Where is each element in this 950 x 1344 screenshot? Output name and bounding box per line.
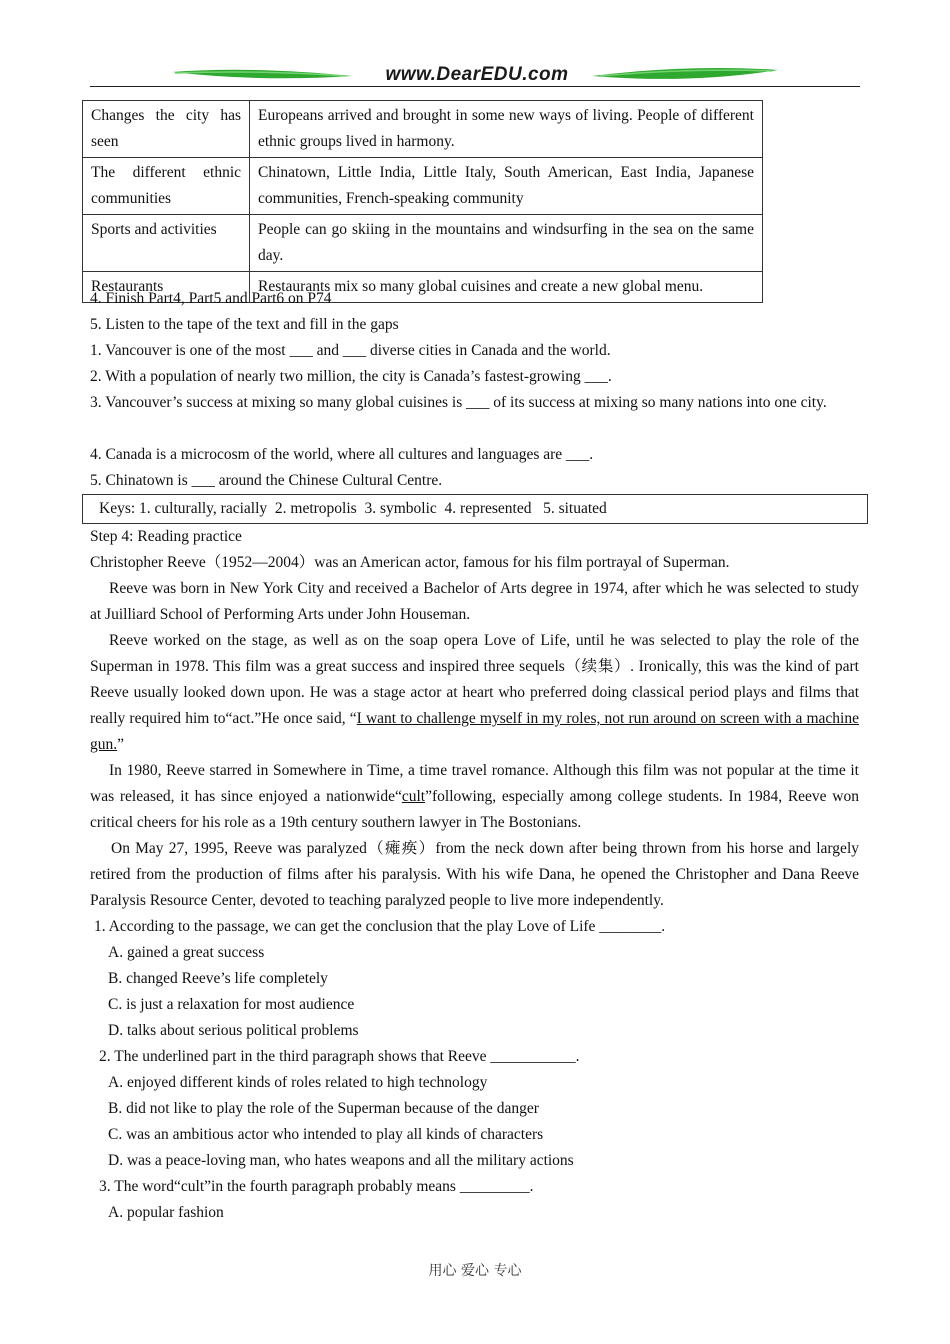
paragraph-text: ” (117, 736, 125, 753)
table-row (83, 215, 763, 272)
table-cell-desc: People can go skiing in the mountains and windsurfing in the sea on the same day. (250, 215, 763, 272)
answer-keys-box: Keys: 1. culturally, racially 2. metropolis 3. symbolic 4. represented 5. situated (82, 494, 868, 524)
task-line: 5. Listen to the tape of the text and fill in the gaps (90, 316, 399, 333)
gap-sentence: 4. Canada is a microcosm of the world, where all cultures and languages are ___. (90, 446, 594, 463)
answer-option: D. talks about serious political problems (108, 1022, 359, 1039)
answer-option: B. changed Reeve’s life completely (108, 970, 328, 987)
gap-sentence: 3. Vancouver’s success at mixing so many global cuisines is ___ of its success at mixing so many nations into one city. (90, 394, 827, 411)
gap-sentence: 5. Chinatown is ___ around the Chinese Cultural Centre. (90, 472, 443, 489)
table-cell-desc: Europeans arrived and brought in some new ways of living. People of different ethnic groups lived in harmony. (250, 101, 763, 158)
underlined-word: cult (401, 788, 426, 805)
table-cell-desc: Chinatown, Little India, Little Italy, South American, East India, Japanese communities, French-speaking community (250, 158, 763, 215)
section-heading: Step 4: Reading practice (90, 528, 242, 545)
answer-option: B. did not like to play the role of the Superman because of the danger (108, 1100, 539, 1117)
passage-paragraph: On May 27, 1995, Reeve was paralyzed（瘫痪）from the neck down after being thrown from his horse and largely retired from the production of films after his paralysis. With his wife Dana, he opened the Christopher and Dana Reeve Paralysis Resource Center, devoted to teaching paralyzed people to live more independently. (90, 840, 859, 909)
answer-option: A. gained a great success (108, 944, 265, 961)
question: 1. According to the passage, we can get the conclusion that the play Love of Life ________. (94, 918, 666, 935)
passage-paragraph (90, 758, 859, 836)
task-line: 4. Finish Part4, Part5 and Part6 on P74 (90, 290, 332, 307)
page-footer: 用心 爱心 专心 (428, 1263, 522, 1279)
answer-option: A. enjoyed different kinds of roles related to high technology (108, 1074, 488, 1091)
answer-option: C. is just a relaxation for most audience (108, 996, 355, 1013)
question: 2. The underlined part in the third paragraph shows that Reeve ___________. (99, 1048, 580, 1065)
answer-option: C. was an ambitious actor who intended to play all kinds of characters (108, 1126, 544, 1143)
summary-table (82, 100, 763, 303)
passage-intro: Christopher Reeve（1952—2004）was an American actor, famous for his film portrayal of Superman. (90, 554, 730, 571)
passage-paragraph (90, 628, 859, 758)
table-cell-label: Sports and activities (83, 215, 250, 272)
underlined-quote: I want to challenge myself in my roles, not run around on screen with a machine gun. (90, 710, 859, 753)
table-row (83, 101, 763, 158)
paragraph-text: In 1980, Reeve starred in Somewhere in Time, a time travel romance. Although this film was not popular at the time it was released, it has since enjoyed a nationwide“ (90, 762, 859, 805)
site-logo: www.DearEDU.com (385, 64, 569, 85)
answer-option: A. popular fashion (108, 1204, 224, 1221)
paragraph-text: ”following, especially among college students. In 1984, Reeve won critical cheers for his role as a 19th century southern lawyer in The Bostonians. (90, 788, 860, 831)
question: 3. The word“cult”in the fourth paragraph probably means _________. (99, 1178, 534, 1195)
table-cell-desc: Restaurants mix so many global cuisines and create a new global menu. (250, 272, 763, 303)
header-rule (90, 86, 860, 87)
table-row (83, 158, 763, 215)
passage-paragraph: Reeve was born in New York City and received a Bachelor of Arts degree in 1974, after which he was selected to study at Juilliard School of Performing Arts under John Houseman. (90, 580, 859, 623)
table-cell-label: The different ethnic communities (83, 158, 250, 215)
gap-sentence: 2. With a population of nearly two million, the city is Canada’s fastest-growing ___. (90, 368, 612, 385)
answer-option: D. was a peace-loving man, who hates weapons and all the military actions (108, 1152, 574, 1169)
table-cell-label: Restaurants (83, 272, 250, 303)
table-cell-label: Changes the city has seen (83, 101, 250, 158)
paragraph-text: Reeve worked on the stage, as well as on the soap opera Love of Life, until he was selected to play the role of the Superman in 1978. This film was a great success and inspired three sequels（续集）. Ironically, this was the kind of part Reeve usually looked down upon. He was a stage actor at heart who preferred doing classical period plays and films that really required him to“act.”He once said, “ (90, 632, 859, 727)
gap-sentence: 1. Vancouver is one of the most ___ and ___ diverse cities in Canada and the world. (90, 342, 611, 359)
